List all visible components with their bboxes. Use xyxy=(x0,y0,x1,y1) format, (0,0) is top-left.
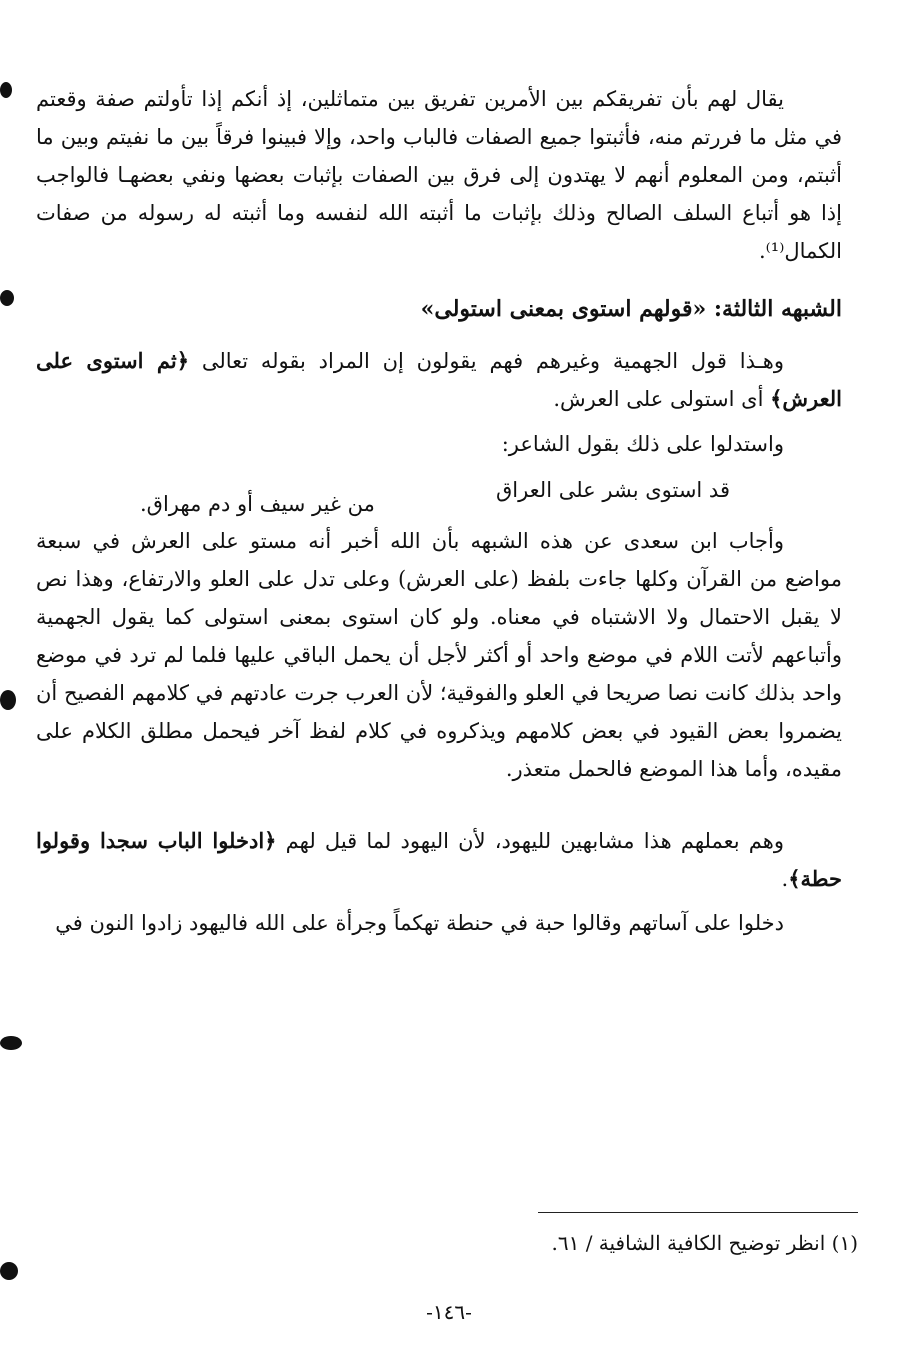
paragraph-2 xyxy=(36,342,842,418)
paragraph-2-text-end: أى استولى على العرش. xyxy=(553,387,771,411)
paragraph-1: يقال لهم بأن تفريقكم بين الأمرين تفريق بين متماثلين، إذ أنكم إذا تأولتم صفة وقعتم في مثل ما فررتم منه، فأثبتوا جميع الصفات فالباب واحد، وإلا فبينوا فرقاً بين ما نفيتم وبين ما أثبتم، ومن المعلوم أنهم لا يهتدون إلى فرق بين الصفات بإثبات بعضها ونفي بعضهـا فالواجب إذا هو أتباع السلف الصالح وذلك بإثبات ما أثبته الله لنفسه وما أثبته له رسوله من صفات الكمال⁽¹⁾. xyxy=(36,87,842,263)
scan-blot-4 xyxy=(0,1036,22,1050)
footnote-divider xyxy=(538,1212,858,1213)
scan-blot-1 xyxy=(0,82,12,98)
paragraph-5 xyxy=(36,822,842,898)
poetry-verse xyxy=(60,478,760,528)
quran-quote-1: ﴿ثم استوى على العرش﴾ xyxy=(36,348,842,411)
paragraph-3: واستدلوا على ذلك بقول الشاعر: xyxy=(501,432,784,456)
paragraph-2-text-start: وهـذا قول الجهمية وغيرهم فهم يقولون إن المراد بقوله تعالى xyxy=(189,349,784,373)
paragraph-6: دخلوا على آساتهم وقالوا حبة في حنطة تهكماً وجرأة على الله فاليهود زادوا النون في xyxy=(55,911,784,935)
page-number: -١٤٦- xyxy=(426,1300,472,1324)
scan-blot-2 xyxy=(0,290,14,306)
footnote: (١) انظر توضيح الكافية الشافية / ٦١. xyxy=(551,1231,858,1255)
paragraph-4: وأجاب ابن سعدى عن هذه الشبهه بأن الله أخبر أنه مستو على العرش في سبعة مواضع من القرآن وكلها جاءت بلفظ (على العرش) وعلى تدل على العلو والارتفاع، وهذا نص لا يقبل الاحتمال ولا الاشتباه في معناه. ولو كان استوى بمعنى استولى كما يقول الجهمية وأتباعهم لأتت اللام في موضع واحد أو أكثر لأجل أن يحمل الباقي عليها فلما لم ترد في موضع واحد بذلك كانت نصا صريحا في العلو والفوقية؛ لأن العرب جرت عادتهم في كلامهم الفصيح أن يضمروا بعض القيود في بعض كلامهم ويذكروه في كلام لفظ آخر فيحمل مطلق الكلام على مقيده، وأما هذا الموضع فالحمل متعذر. xyxy=(36,529,842,781)
verse-hemistich-1: قد استوى بشر على العراق xyxy=(495,478,730,502)
section-heading: الشبهه الثالثة: «قولهم استوى بمعنى استولى» xyxy=(420,296,842,322)
quran-quote-2: ﴿ادخلوا الباب سجدا وقولوا حطة﴾ xyxy=(36,828,842,891)
verse-hemistich-2: من غير سيف أو دم مهراق. xyxy=(140,492,375,516)
paragraph-5-text-start: وهم بعملهم هذا مشابهين لليهود، لأن اليهود لما قيل لهم xyxy=(276,829,784,853)
scan-blot-3 xyxy=(0,690,16,710)
scan-blot-5 xyxy=(0,1262,18,1280)
paragraph-5-text-end: . xyxy=(781,867,789,891)
